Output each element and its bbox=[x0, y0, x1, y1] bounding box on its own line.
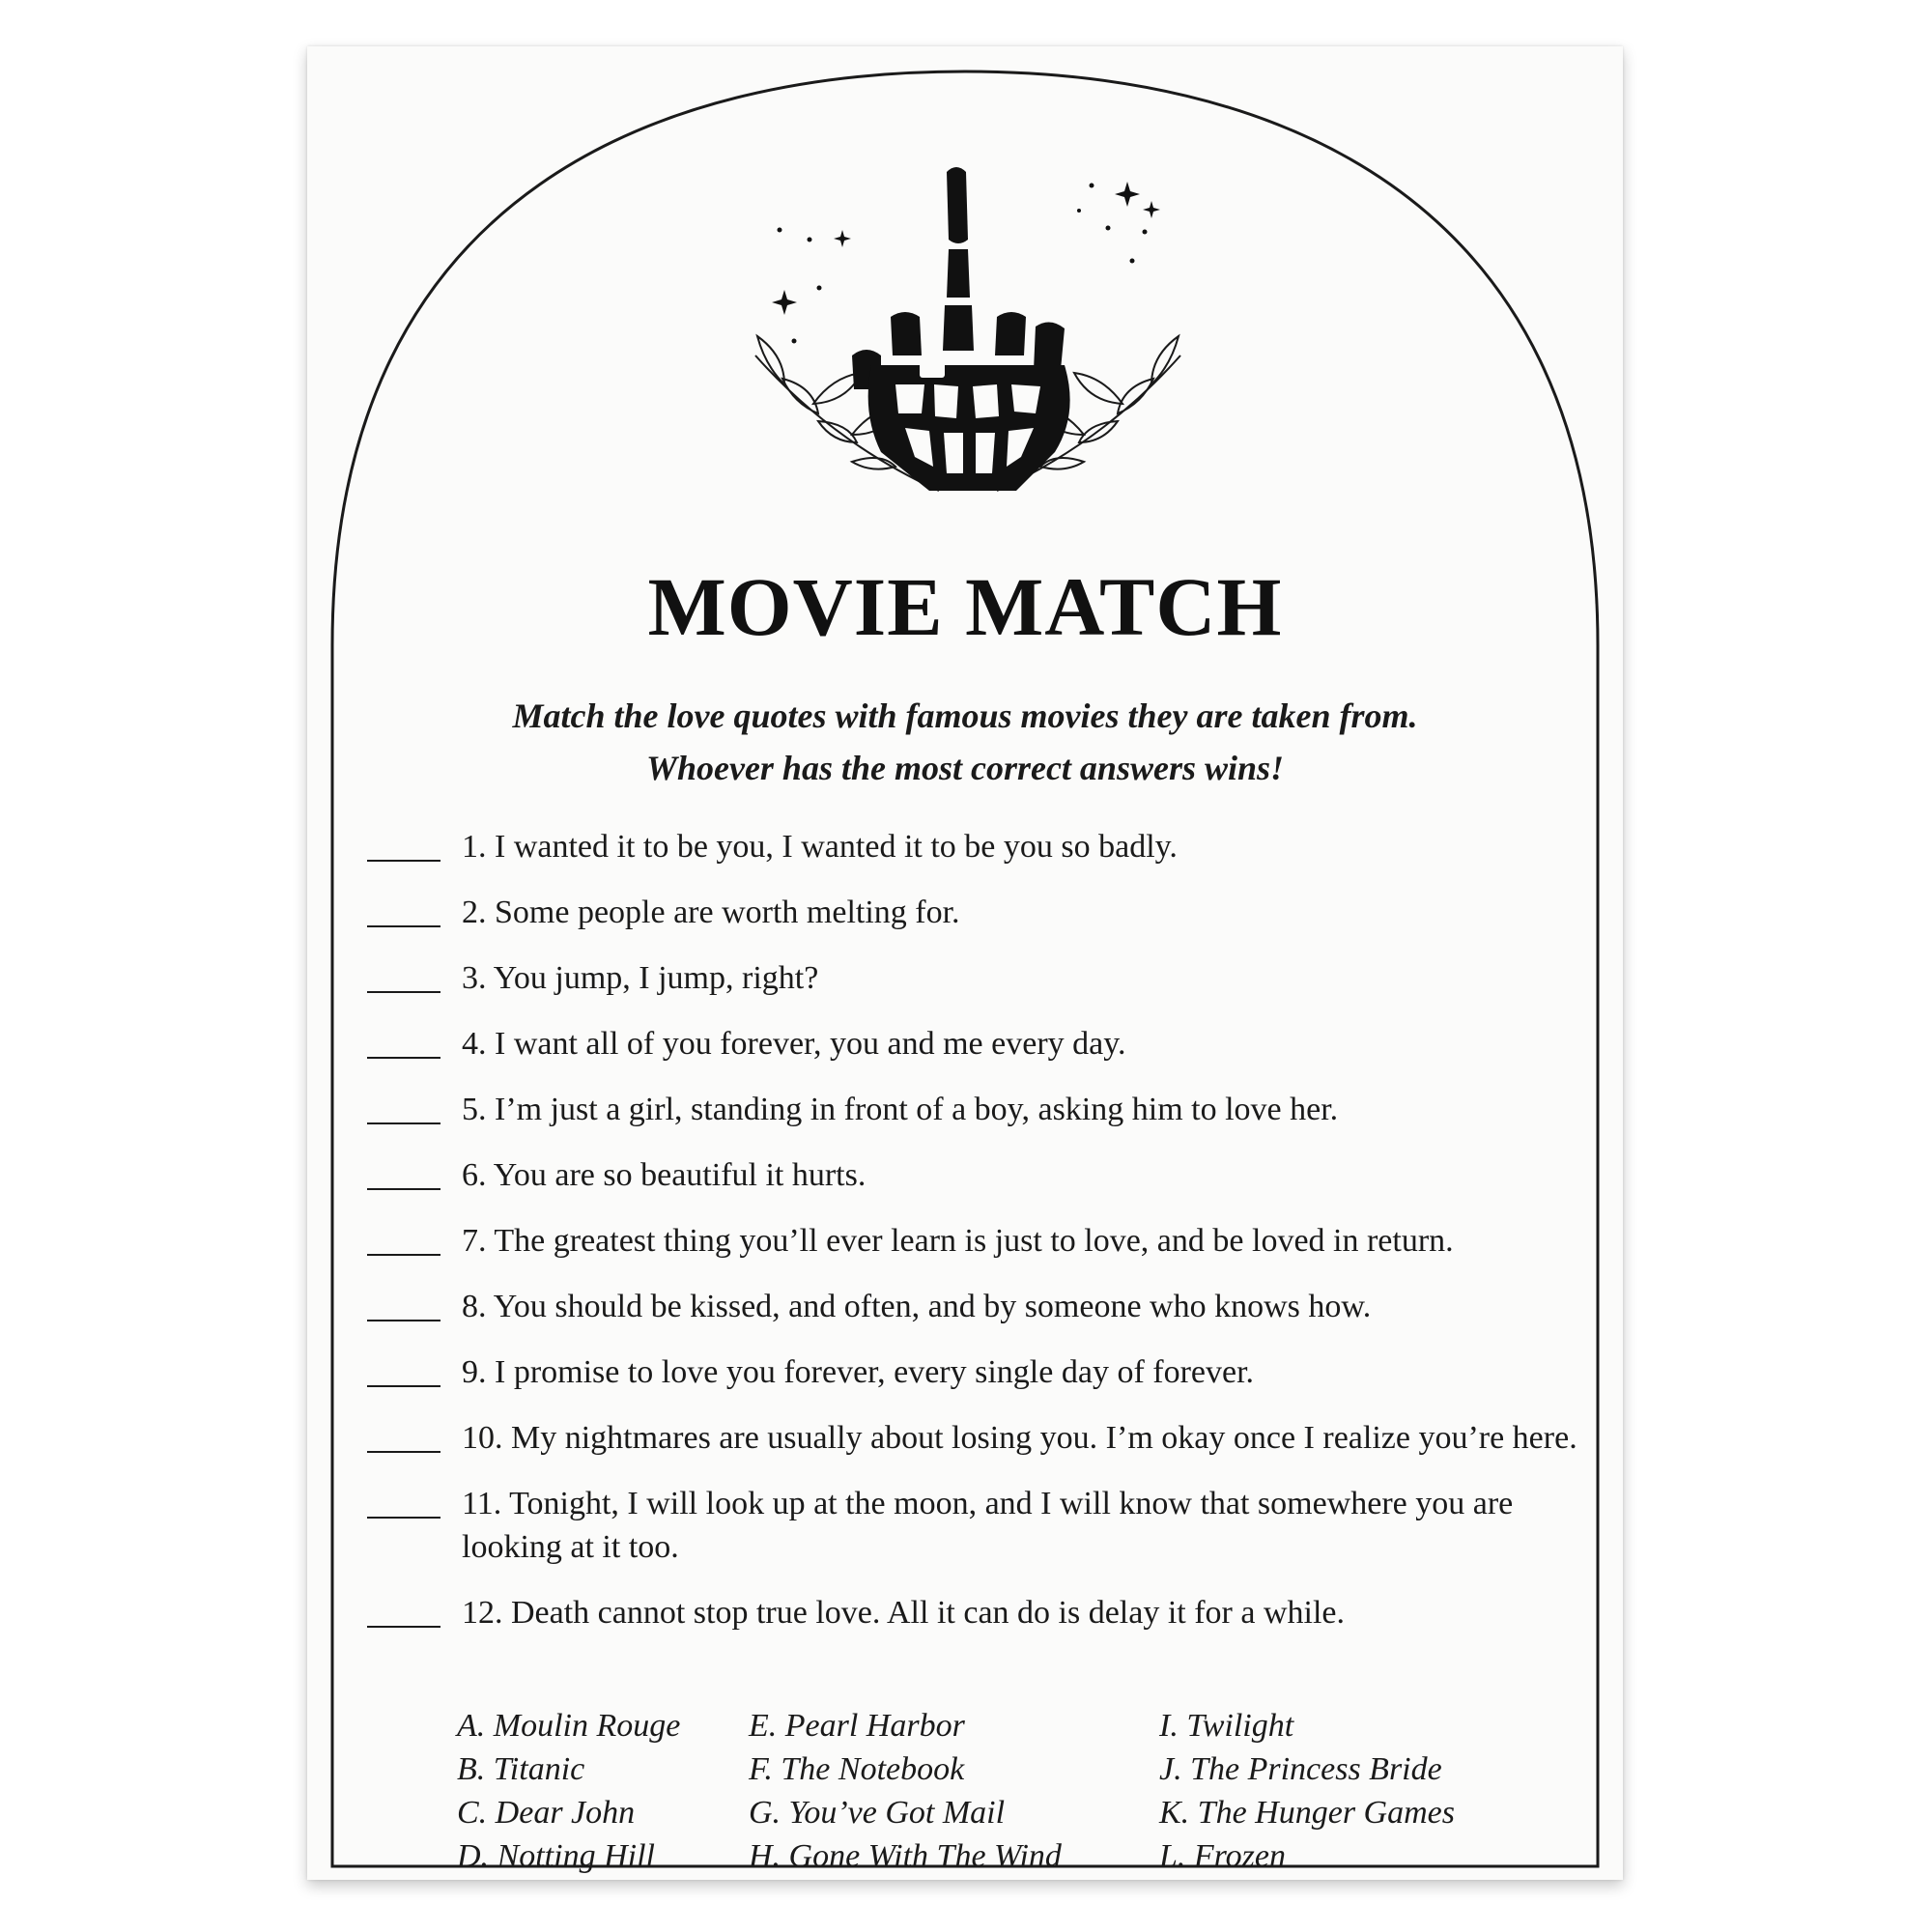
answer-blank[interactable] bbox=[367, 1482, 440, 1519]
answer-blank[interactable] bbox=[367, 891, 440, 927]
answer-blank[interactable] bbox=[367, 956, 440, 993]
option-item: K. The Hunger Games bbox=[1159, 1795, 1455, 1831]
option-item: E. Pearl Harbor bbox=[749, 1708, 965, 1744]
option-item: G. You’ve Got Mail bbox=[749, 1795, 1006, 1831]
answer-blank[interactable] bbox=[367, 1416, 440, 1453]
question-text: 10. My nightmares are usually about losing you. I’m okay once I realize you’re here. bbox=[462, 1420, 1577, 1456]
question-item bbox=[367, 1219, 1594, 1263]
question-text: 2. Some people are worth melting for. bbox=[462, 895, 960, 930]
question-item bbox=[367, 1350, 1594, 1394]
question-list bbox=[367, 825, 1594, 1634]
question-text: 5. I’m just a girl, standing in front of a boy, asking him to love her. bbox=[462, 1092, 1339, 1127]
answer-blank[interactable] bbox=[367, 825, 440, 862]
question-text: 6. You are so beautiful it hurts. bbox=[462, 1157, 867, 1193]
answer-blank[interactable] bbox=[367, 1285, 440, 1321]
option-item: J. The Princess Bride bbox=[1159, 1751, 1442, 1787]
option-item: I. Twilight bbox=[1159, 1708, 1294, 1744]
options-column bbox=[749, 1704, 1062, 1878]
options-column bbox=[1159, 1704, 1455, 1878]
answer-blank[interactable] bbox=[367, 1350, 440, 1387]
question-text: 9. I promise to love you forever, every single day of forever. bbox=[462, 1354, 1255, 1390]
answer-blank[interactable] bbox=[367, 1088, 440, 1124]
instruction-line: Whoever has the most correct answers wins! bbox=[645, 749, 1285, 787]
question-text: 12. Death cannot stop true love. All it can do is delay it for a while. bbox=[462, 1595, 1345, 1631]
question-item bbox=[367, 1285, 1594, 1328]
question-text: 8. You should be kissed, and often, and by someone who knows how. bbox=[462, 1289, 1372, 1324]
answer-blank[interactable] bbox=[367, 1591, 440, 1628]
question-text: 1. I wanted it to be you, I wanted it to be you so badly. bbox=[462, 829, 1178, 865]
option-item: H. Gone With The Wind bbox=[749, 1838, 1062, 1874]
skeleton-hand-icon bbox=[726, 124, 1209, 549]
option-item: C. Dear John bbox=[457, 1795, 636, 1831]
instruction-line: Match the love quotes with famous movies they are taken from. bbox=[512, 696, 1418, 735]
question-item bbox=[367, 956, 1594, 1000]
question-text: 11. Tonight, I will look up at the moon, and I will know that somewhere you are looking at it too. bbox=[462, 1486, 1514, 1565]
question-text: 4. I want all of you forever, you and me every day. bbox=[462, 1026, 1126, 1062]
question-item bbox=[367, 1416, 1594, 1460]
question-item bbox=[367, 891, 1594, 934]
question-text: 3. You jump, I jump, right? bbox=[462, 960, 819, 996]
question-item bbox=[367, 1022, 1594, 1065]
option-item: L. Frozen bbox=[1159, 1838, 1286, 1874]
question-item bbox=[367, 1591, 1594, 1634]
answer-blank[interactable] bbox=[367, 1022, 440, 1059]
question-item bbox=[367, 1153, 1594, 1197]
question-item bbox=[367, 825, 1594, 868]
question-item bbox=[367, 1088, 1594, 1131]
answer-blank[interactable] bbox=[367, 1153, 440, 1190]
page-title: MOVIE MATCH bbox=[647, 560, 1283, 653]
question-text: 7. The greatest thing you’ll ever learn is just to love, and be loved in return. bbox=[462, 1223, 1454, 1259]
answer-blank[interactable] bbox=[367, 1219, 440, 1256]
option-item: F. The Notebook bbox=[749, 1751, 965, 1787]
option-item: B. Titanic bbox=[457, 1751, 585, 1787]
game-card bbox=[307, 46, 1623, 1880]
option-item: D. Notting Hill bbox=[457, 1838, 655, 1874]
options-column bbox=[457, 1704, 680, 1878]
instructions bbox=[307, 690, 1623, 794]
question-item bbox=[367, 1482, 1594, 1569]
option-item: A. Moulin Rouge bbox=[457, 1708, 681, 1744]
